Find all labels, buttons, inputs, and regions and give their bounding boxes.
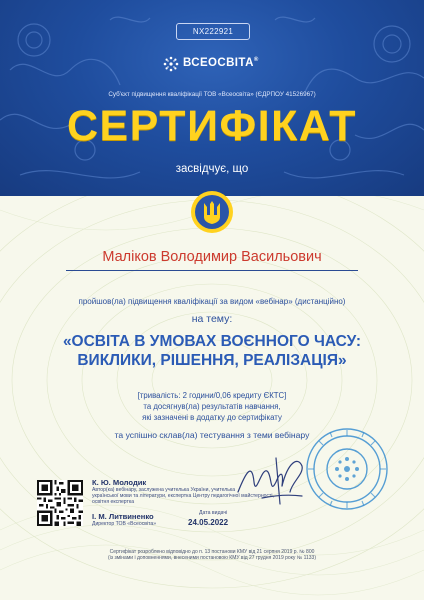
legal-footer [0,549,424,562]
coat-of-arms-icon [190,190,234,234]
qr-code [37,480,83,526]
topic-line-2: ВИКЛИКИ, РІШЕННЯ, РЕАЛІЗАЦІЯ» [77,352,347,369]
passed-text: пройшов(ла) підвищення кваліфікації за видом «вебінар» (дистанційно) [78,297,346,306]
footer-line-1: Сертифікат розроблено відповідно до п. 13 постанови КМУ від 21 серпня 2019 р. № 800 [109,549,315,555]
certifies-text: засвідчує, що [175,163,249,175]
certificate-header [0,0,424,196]
author-description-3: освітня експертка [92,499,135,506]
certificate-serial: NX222921 [176,23,250,40]
recipient-name: Маліков Володимир Васильович [102,249,322,265]
author-name: К. Ю. Молодик [92,478,147,487]
snowflake-logo-icon [162,55,180,73]
footer-line-2: (із змінами і доповненнями, внесеними постановою КМУ від 27 грудня 2019 року № 1133) [107,555,316,562]
author-description-2: української мови та літератури, експертка Центру педагогічної майстерності, [92,493,274,500]
name-underline [66,270,358,271]
issue-date-label: Дата видачі [199,510,228,516]
official-stamp [304,426,390,512]
logo-brand-text: ВСЕОСВІТА® [183,57,259,69]
topic-line-1: «ОСВІТА В УМОВАХ ВОЄННОГО ЧАСУ: [62,333,362,350]
company-director [92,512,156,527]
subject-line: Суб'єкт підвищення кваліфікації ТОВ «Всеосвіта» (ЄДРПОУ 41526967) [108,91,316,98]
vseosvita-logo [162,52,262,74]
on-topic-label: на тему: [191,313,233,325]
webinar-author [92,478,274,506]
duration-text: [тривалість: 2 години/0,06 кредиту ЄКТС] [137,391,287,400]
certificate-title: СЕРТИФІКАТ [66,102,358,150]
achieved-line-1: та досягнув(ла) результатів навчання, [143,402,281,411]
achieved-line-2: які зазначені в додатку до сертифікату [142,413,282,422]
issue-date: 24.05.2022 [188,518,229,527]
tested-text: та успішно склав(ла) тестування з теми вебінару [114,430,310,440]
webinar-topic [20,332,404,370]
director-name: І. М. Литвиненко [92,512,154,521]
author-description-1: Автор(ка) вебінару, заслужена учителька України, учителька [92,487,236,493]
director-title: Директор ТОВ «Всеосвіта» [92,521,157,527]
